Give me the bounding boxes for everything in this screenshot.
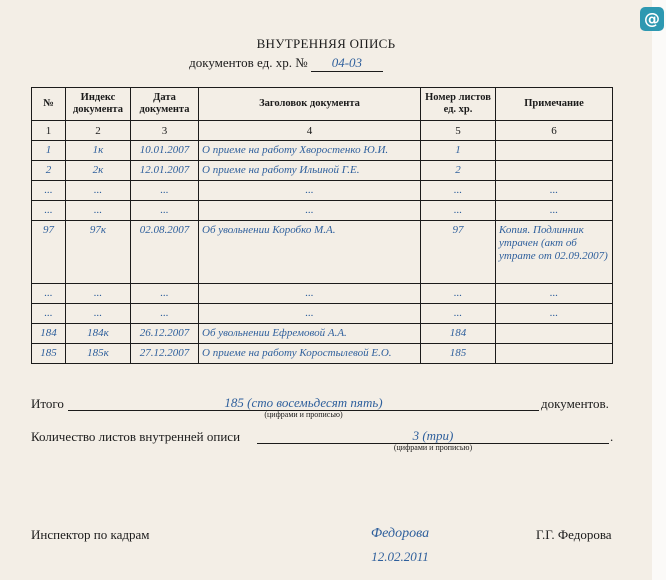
row-date: 27.12.2007 [131,344,199,364]
header-index: Индекс документа [66,88,131,121]
row-index: 1к [66,141,131,161]
row-sheet-number: ... [421,201,496,221]
row-index: 185к [66,344,131,364]
row-number: 97 [32,221,66,284]
column-numbers-row [32,121,613,141]
row-sheet-number: ... [421,284,496,304]
row-index: 184к [66,324,131,344]
total-value: 185 (сто восемьдесят пять) [224,395,383,410]
column-number: 6 [496,121,613,141]
row-number: ... [32,181,66,201]
inventory-table [31,87,613,364]
header-number: № [32,88,66,121]
table-row [32,201,613,221]
header-note: Примечание [496,88,613,121]
row-number: 2 [32,161,66,181]
table-row [32,284,613,304]
row-title: Об увольнении Ефремовой А.А. [199,324,421,344]
row-title: О приеме на работу Коростылевой Е.О. [199,344,421,364]
row-index: 97к [66,221,131,284]
row-index: ... [66,201,131,221]
row-sheet-number: 1 [421,141,496,161]
column-number: 1 [32,121,66,141]
row-sheet-number: 184 [421,324,496,344]
row-number: 1 [32,141,66,161]
signature-date: 12.02.2011 [371,549,429,564]
row-index: ... [66,304,131,324]
row-date: 12.01.2007 [131,161,199,181]
row-index: ... [66,181,131,201]
row-number: 185 [32,344,66,364]
sheets-hint: (цифрами и прописью) [393,443,473,452]
row-number: ... [32,201,66,221]
row-date: ... [131,304,199,324]
at-sign-logo-icon[interactable]: @ [640,7,664,31]
row-note [496,161,613,181]
table-row [32,161,613,181]
table-row [32,141,613,161]
row-date: ... [131,201,199,221]
row-title: Об увольнении Коробко М.А. [199,221,421,284]
row-note [496,324,613,344]
column-number: 3 [131,121,199,141]
row-sheet-number: ... [421,181,496,201]
row-date: 26.12.2007 [131,324,199,344]
row-title: ... [199,201,421,221]
row-date: 10.01.2007 [131,141,199,161]
table-row [32,181,613,201]
row-title: ... [199,181,421,201]
table-row [32,221,613,284]
row-number: 184 [32,324,66,344]
row-note: ... [496,201,613,221]
page-edge [652,0,666,580]
row-sheet-number: 97 [421,221,496,284]
table-row [32,324,613,344]
table-row [32,304,613,324]
header-sheet-number: Номер листов ед. хр. [421,88,496,121]
row-sheet-number: 2 [421,161,496,181]
row-date: 02.08.2007 [131,221,199,284]
sheets-label: Количество листов внутренней описи [31,429,241,444]
total-suffix: документов. [541,396,609,411]
row-note: ... [496,304,613,324]
row-number: ... [32,284,66,304]
table-header-row [32,88,613,121]
row-title: ... [199,284,421,304]
table-row [32,344,613,364]
header-date: Дата документа [131,88,199,121]
row-index: ... [66,284,131,304]
signer-name: Г.Г. Федорова [536,527,612,542]
column-number: 5 [421,121,496,141]
row-note: Копия. Подлинник утрачен (акт об утрате от 02.09.2007) [496,221,613,284]
signer-position: Инспектор по кадрам [31,527,150,542]
sheets-suffix: . [610,429,614,444]
column-number: 2 [66,121,131,141]
document-title: ВНУТРЕННЯЯ ОПИСЬ [256,36,396,51]
row-note [496,141,613,161]
unit-number: 04-03 [311,55,383,72]
header-title: Заголовок документа [199,88,421,121]
subtitle-label: документов ед. хр. № [189,55,308,70]
row-note: ... [496,181,613,201]
row-index: 2к [66,161,131,181]
row-note: ... [496,284,613,304]
row-date: ... [131,181,199,201]
row-sheet-number: 185 [421,344,496,364]
total-hint: (цифрами и прописью) [264,410,343,419]
row-title: ... [199,304,421,324]
sheets-value: 3 (три) [412,428,454,443]
row-title: О приеме на работу Хворостенко Ю.И. [199,141,421,161]
row-title: О приеме на работу Ильиной Г.Е. [199,161,421,181]
row-date: ... [131,284,199,304]
column-number: 4 [199,121,421,141]
handwritten-signature: Федорова [370,526,430,541]
row-sheet-number: ... [421,304,496,324]
row-note [496,344,613,364]
document-subtitle [0,55,612,72]
row-number: ... [32,304,66,324]
total-label: Итого [31,396,64,411]
